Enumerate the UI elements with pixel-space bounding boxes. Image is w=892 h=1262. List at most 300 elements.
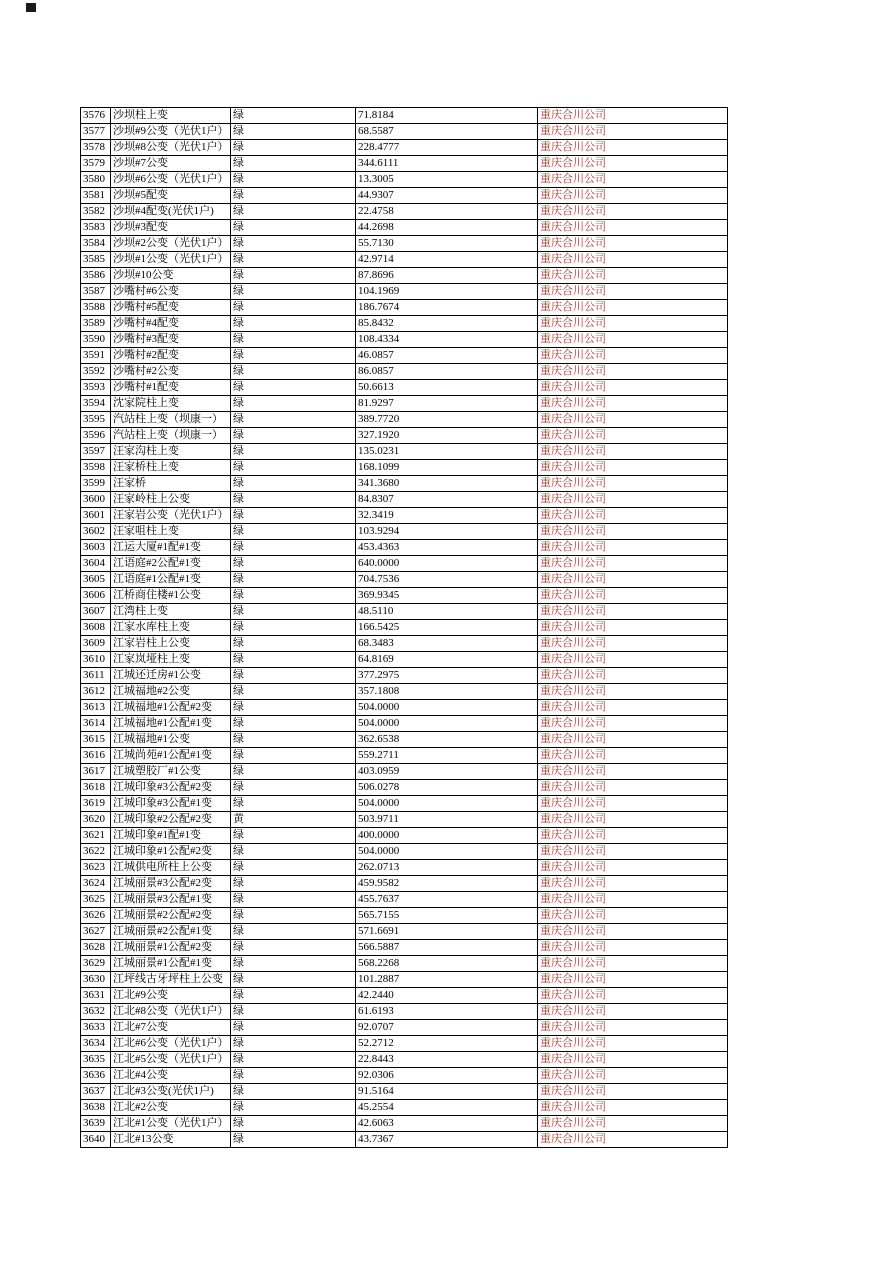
cell-value: 344.6111 [356, 156, 538, 172]
cell-company: 重庆合川公司 [538, 300, 728, 316]
cell-status: 绿 [231, 156, 356, 172]
cell-name: 江运大厦#1配#1变 [111, 540, 231, 556]
table-row [81, 1068, 728, 1084]
cell-status: 绿 [231, 316, 356, 332]
cell-name: 汽站柱上变（坝康一） [111, 412, 231, 428]
cell-value: 341.3680 [356, 476, 538, 492]
table-row [81, 988, 728, 1004]
cell-company: 重庆合川公司 [538, 460, 728, 476]
cell-company: 重庆合川公司 [538, 892, 728, 908]
cell-company: 重庆合川公司 [538, 284, 728, 300]
cell-id: 3607 [81, 604, 111, 620]
cell-value: 52.2712 [356, 1036, 538, 1052]
cell-id: 3631 [81, 988, 111, 1004]
cell-id: 3579 [81, 156, 111, 172]
table-row [81, 380, 728, 396]
cell-value: 64.8169 [356, 652, 538, 668]
cell-value: 504.0000 [356, 700, 538, 716]
cell-company: 重庆合川公司 [538, 476, 728, 492]
cell-name: 江湾柱上变 [111, 604, 231, 620]
table-row [81, 844, 728, 860]
cell-value: 455.7637 [356, 892, 538, 908]
cell-company: 重庆合川公司 [538, 796, 728, 812]
cell-company: 重庆合川公司 [538, 780, 728, 796]
cell-name: 江北#8公变（光伏1户） [111, 1004, 231, 1020]
cell-name: 汪家岩公变（光伏1户） [111, 508, 231, 524]
cell-id: 3623 [81, 860, 111, 876]
cell-id: 3617 [81, 764, 111, 780]
cell-name: 江城供电所柱上公变 [111, 860, 231, 876]
cell-company: 重庆合川公司 [538, 364, 728, 380]
cell-name: 沙嘴村#3配变 [111, 332, 231, 348]
table-row [81, 860, 728, 876]
cell-name: 沙坝#2公变（光伏1户） [111, 236, 231, 252]
table-row [81, 204, 728, 220]
cell-name: 江坪线古牙坪柱上公变 [111, 972, 231, 988]
cell-id: 3625 [81, 892, 111, 908]
cell-value: 101.2887 [356, 972, 538, 988]
cell-name: 沙嘴村#2公变 [111, 364, 231, 380]
cell-id: 3636 [81, 1068, 111, 1084]
cell-name: 江北#6公变（光伏1户） [111, 1036, 231, 1052]
cell-company: 重庆合川公司 [538, 1084, 728, 1100]
cell-id: 3604 [81, 556, 111, 572]
cell-value: 108.4334 [356, 332, 538, 348]
cell-company: 重庆合川公司 [538, 620, 728, 636]
cell-status: 绿 [231, 348, 356, 364]
table-row [81, 812, 728, 828]
cell-status: 绿 [231, 668, 356, 684]
cell-value: 43.7367 [356, 1132, 538, 1148]
cell-value: 565.7155 [356, 908, 538, 924]
table-row [81, 300, 728, 316]
data-table [80, 107, 728, 1148]
table-row [81, 412, 728, 428]
table-row [81, 684, 728, 700]
cell-company: 重庆合川公司 [538, 1004, 728, 1020]
cell-value: 32.3419 [356, 508, 538, 524]
cell-company: 重庆合川公司 [538, 988, 728, 1004]
cell-status: 绿 [231, 524, 356, 540]
cell-id: 3633 [81, 1020, 111, 1036]
cell-id: 3637 [81, 1084, 111, 1100]
cell-name: 江城尚苑#1公配#1变 [111, 748, 231, 764]
cell-company: 重庆合川公司 [538, 188, 728, 204]
cell-status: 绿 [231, 172, 356, 188]
cell-company: 重庆合川公司 [538, 140, 728, 156]
cell-company: 重庆合川公司 [538, 252, 728, 268]
table-row [81, 908, 728, 924]
cell-id: 3638 [81, 1100, 111, 1116]
cell-company: 重庆合川公司 [538, 604, 728, 620]
cell-value: 357.1808 [356, 684, 538, 700]
cell-id: 3585 [81, 252, 111, 268]
cell-name: 江北#4公变 [111, 1068, 231, 1084]
cell-company: 重庆合川公司 [538, 652, 728, 668]
cell-status: 绿 [231, 780, 356, 796]
cell-name: 江北#1公变（光伏1户） [111, 1116, 231, 1132]
cell-value: 42.9714 [356, 252, 538, 268]
cell-company: 重庆合川公司 [538, 508, 728, 524]
cell-id: 3584 [81, 236, 111, 252]
cell-value: 91.5164 [356, 1084, 538, 1100]
cell-status: 绿 [231, 268, 356, 284]
table-row [81, 652, 728, 668]
cell-value: 168.1099 [356, 460, 538, 476]
cell-value: 81.9297 [356, 396, 538, 412]
cell-name: 江语庭#2公配#1变 [111, 556, 231, 572]
cell-status: 绿 [231, 956, 356, 972]
table-row [81, 108, 728, 124]
cell-company: 重庆合川公司 [538, 732, 728, 748]
cell-value: 369.9345 [356, 588, 538, 604]
cell-id: 3576 [81, 108, 111, 124]
cell-status: 绿 [231, 220, 356, 236]
cell-company: 重庆合川公司 [538, 940, 728, 956]
cell-value: 559.2711 [356, 748, 538, 764]
cell-name: 江城福地#2公变 [111, 684, 231, 700]
cell-name: 汪家桥柱上变 [111, 460, 231, 476]
cell-id: 3588 [81, 300, 111, 316]
cell-id: 3583 [81, 220, 111, 236]
cell-status: 绿 [231, 1068, 356, 1084]
cell-status: 绿 [231, 652, 356, 668]
table-row [81, 220, 728, 236]
cell-company: 重庆合川公司 [538, 396, 728, 412]
cell-status: 绿 [231, 860, 356, 876]
cell-status: 绿 [231, 428, 356, 444]
cell-company: 重庆合川公司 [538, 812, 728, 828]
cell-name: 沙嘴村#2配变 [111, 348, 231, 364]
cell-status: 绿 [231, 460, 356, 476]
cell-id: 3581 [81, 188, 111, 204]
cell-name: 沙坝#5配变 [111, 188, 231, 204]
cell-name: 江城福地#1公配#1变 [111, 716, 231, 732]
cell-name: 江城印象#1配#1变 [111, 828, 231, 844]
cell-id: 3603 [81, 540, 111, 556]
cell-company: 重庆合川公司 [538, 108, 728, 124]
cell-name: 沙坝#10公变 [111, 268, 231, 284]
cell-value: 504.0000 [356, 716, 538, 732]
table-row [81, 732, 728, 748]
cell-name: 沙坝#4配变(光伏1户) [111, 204, 231, 220]
table-row [81, 572, 728, 588]
cell-id: 3612 [81, 684, 111, 700]
table-row [81, 1052, 728, 1068]
cell-company: 重庆合川公司 [538, 156, 728, 172]
table-row [81, 348, 728, 364]
cell-company: 重庆合川公司 [538, 716, 728, 732]
cell-id: 3582 [81, 204, 111, 220]
cell-value: 87.8696 [356, 268, 538, 284]
cell-name: 江北#7公变 [111, 1020, 231, 1036]
cell-value: 22.8443 [356, 1052, 538, 1068]
cell-company: 重庆合川公司 [538, 844, 728, 860]
cell-value: 68.3483 [356, 636, 538, 652]
cell-status: 绿 [231, 204, 356, 220]
table-row [81, 364, 728, 380]
cell-value: 44.2698 [356, 220, 538, 236]
cell-company: 重庆合川公司 [538, 700, 728, 716]
cell-value: 46.0857 [356, 348, 538, 364]
cell-status: 绿 [231, 236, 356, 252]
cell-name: 沙坝#6公变（光伏1户） [111, 172, 231, 188]
table-row [81, 140, 728, 156]
cell-id: 3596 [81, 428, 111, 444]
cell-name: 沙坝#8公变（光伏1户） [111, 140, 231, 156]
cell-value: 403.0959 [356, 764, 538, 780]
cell-status: 绿 [231, 1132, 356, 1148]
cell-name: 江北#3公变(光伏1户) [111, 1084, 231, 1100]
cell-value: 50.6613 [356, 380, 538, 396]
table-body [81, 108, 728, 1148]
cell-company: 重庆合川公司 [538, 876, 728, 892]
table-row [81, 460, 728, 476]
cell-id: 3624 [81, 876, 111, 892]
cell-name: 沙坝#9公变（光伏1户） [111, 124, 231, 140]
cell-name: 江城还迁房#1公变 [111, 668, 231, 684]
cell-name: 沙嘴村#5配变 [111, 300, 231, 316]
table-row [81, 556, 728, 572]
cell-status: 绿 [231, 1036, 356, 1052]
cell-id: 3620 [81, 812, 111, 828]
cell-id: 3619 [81, 796, 111, 812]
cell-value: 22.4758 [356, 204, 538, 220]
cell-value: 389.7720 [356, 412, 538, 428]
table-row [81, 956, 728, 972]
cell-name: 汪家岭柱上公变 [111, 492, 231, 508]
cell-status: 绿 [231, 188, 356, 204]
cell-value: 55.7130 [356, 236, 538, 252]
cell-status: 绿 [231, 1084, 356, 1100]
cell-value: 377.2975 [356, 668, 538, 684]
cell-value: 262.0713 [356, 860, 538, 876]
table-row [81, 604, 728, 620]
cell-status: 绿 [231, 716, 356, 732]
cell-name: 沈家院柱上变 [111, 396, 231, 412]
table-row [81, 716, 728, 732]
cell-status: 绿 [231, 924, 356, 940]
cell-company: 重庆合川公司 [538, 1100, 728, 1116]
cell-value: 568.2268 [356, 956, 538, 972]
cell-name: 江城丽景#2公配#1变 [111, 924, 231, 940]
cell-company: 重庆合川公司 [538, 204, 728, 220]
cell-name: 江城丽景#2公配#2变 [111, 908, 231, 924]
cell-status: 绿 [231, 748, 356, 764]
cell-company: 重庆合川公司 [538, 748, 728, 764]
cell-id: 3615 [81, 732, 111, 748]
cell-value: 103.9294 [356, 524, 538, 540]
cell-name: 江语庭#1公配#1变 [111, 572, 231, 588]
cell-id: 3618 [81, 780, 111, 796]
table-row [81, 1116, 728, 1132]
cell-value: 45.2554 [356, 1100, 538, 1116]
cell-id: 3593 [81, 380, 111, 396]
cell-id: 3590 [81, 332, 111, 348]
table-row [81, 124, 728, 140]
cell-id: 3592 [81, 364, 111, 380]
cell-company: 重庆合川公司 [538, 412, 728, 428]
cell-name: 沙坝#7公变 [111, 156, 231, 172]
cell-status: 绿 [231, 684, 356, 700]
cell-value: 44.9307 [356, 188, 538, 204]
cell-value: 84.8307 [356, 492, 538, 508]
table-row [81, 700, 728, 716]
table-row [81, 1100, 728, 1116]
cell-company: 重庆合川公司 [538, 172, 728, 188]
table-row [81, 236, 728, 252]
table-row [81, 636, 728, 652]
cell-value: 68.5587 [356, 124, 538, 140]
cell-status: 绿 [231, 364, 356, 380]
cell-name: 江城塑胶厂#1公变 [111, 764, 231, 780]
cell-status: 绿 [231, 556, 356, 572]
cell-value: 504.0000 [356, 796, 538, 812]
table-row [81, 748, 728, 764]
cell-id: 3594 [81, 396, 111, 412]
cell-id: 3611 [81, 668, 111, 684]
cell-company: 重庆合川公司 [538, 428, 728, 444]
cell-id: 3586 [81, 268, 111, 284]
table-row [81, 892, 728, 908]
cell-status: 绿 [231, 972, 356, 988]
cell-company: 重庆合川公司 [538, 540, 728, 556]
cell-id: 3613 [81, 700, 111, 716]
cell-name: 沙嘴村#4配变 [111, 316, 231, 332]
cell-id: 3580 [81, 172, 111, 188]
table-row [81, 764, 728, 780]
cell-company: 重庆合川公司 [538, 492, 728, 508]
cell-company: 重庆合川公司 [538, 524, 728, 540]
cell-value: 92.0707 [356, 1020, 538, 1036]
table-row [81, 444, 728, 460]
cell-status: 绿 [231, 396, 356, 412]
cell-value: 506.0278 [356, 780, 538, 796]
cell-company: 重庆合川公司 [538, 1020, 728, 1036]
cell-status: 绿 [231, 332, 356, 348]
cell-id: 3616 [81, 748, 111, 764]
cell-id: 3621 [81, 828, 111, 844]
cell-name: 江城印象#1公配#2变 [111, 844, 231, 860]
cell-value: 86.0857 [356, 364, 538, 380]
cell-status: 绿 [231, 636, 356, 652]
cell-company: 重庆合川公司 [538, 684, 728, 700]
cell-name: 江桥商住楼#1公变 [111, 588, 231, 604]
cell-value: 571.6691 [356, 924, 538, 940]
cell-status: 绿 [231, 508, 356, 524]
cell-id: 3608 [81, 620, 111, 636]
cell-status: 绿 [231, 252, 356, 268]
table-row [81, 668, 728, 684]
table-row [81, 428, 728, 444]
cell-id: 3634 [81, 1036, 111, 1052]
cell-company: 重庆合川公司 [538, 972, 728, 988]
cell-id: 3614 [81, 716, 111, 732]
cell-name: 汪家沟柱上变 [111, 444, 231, 460]
table-row [81, 252, 728, 268]
cell-company: 重庆合川公司 [538, 220, 728, 236]
table-row [81, 828, 728, 844]
cell-status: 绿 [231, 796, 356, 812]
cell-id: 3589 [81, 316, 111, 332]
cell-id: 3598 [81, 460, 111, 476]
cell-name: 江家岚垭柱上变 [111, 652, 231, 668]
cell-id: 3610 [81, 652, 111, 668]
table-row [81, 1132, 728, 1148]
cell-name: 沙嘴村#1配变 [111, 380, 231, 396]
cell-company: 重庆合川公司 [538, 348, 728, 364]
table-row [81, 972, 728, 988]
cell-value: 104.1969 [356, 284, 538, 300]
cell-id: 3577 [81, 124, 111, 140]
cell-id: 3629 [81, 956, 111, 972]
cell-value: 71.8184 [356, 108, 538, 124]
cell-value: 42.6063 [356, 1116, 538, 1132]
cell-company: 重庆合川公司 [538, 332, 728, 348]
table-row [81, 508, 728, 524]
cell-id: 3632 [81, 1004, 111, 1020]
cell-name: 江城丽景#1公配#1变 [111, 956, 231, 972]
cell-company: 重庆合川公司 [538, 860, 728, 876]
cell-status: 绿 [231, 988, 356, 1004]
cell-status: 绿 [231, 284, 356, 300]
cell-name: 江家岩柱上公变 [111, 636, 231, 652]
cell-value: 362.6538 [356, 732, 538, 748]
cell-status: 绿 [231, 1100, 356, 1116]
cell-value: 85.8432 [356, 316, 538, 332]
cell-value: 504.0000 [356, 844, 538, 860]
cell-value: 459.9582 [356, 876, 538, 892]
cell-status: 绿 [231, 108, 356, 124]
table-row [81, 1020, 728, 1036]
cell-name: 江北#13公变 [111, 1132, 231, 1148]
table-row [81, 1036, 728, 1052]
cell-company: 重庆合川公司 [538, 1052, 728, 1068]
table-row [81, 620, 728, 636]
cell-name: 汽站柱上变（坝康一） [111, 428, 231, 444]
cell-status: 绿 [231, 540, 356, 556]
cell-name: 江北#9公变 [111, 988, 231, 1004]
cell-company: 重庆合川公司 [538, 764, 728, 780]
cell-name: 沙坝柱上变 [111, 108, 231, 124]
cell-id: 3578 [81, 140, 111, 156]
cell-value: 186.7674 [356, 300, 538, 316]
cell-status: 绿 [231, 140, 356, 156]
table-row [81, 396, 728, 412]
cell-status: 绿 [231, 940, 356, 956]
cell-status: 绿 [231, 588, 356, 604]
cell-id: 3640 [81, 1132, 111, 1148]
cell-status: 绿 [231, 1052, 356, 1068]
cell-id: 3622 [81, 844, 111, 860]
cell-name: 江城印象#3公配#2变 [111, 780, 231, 796]
cell-value: 453.4363 [356, 540, 538, 556]
cell-value: 92.0306 [356, 1068, 538, 1084]
cell-value: 228.4777 [356, 140, 538, 156]
cell-status: 绿 [231, 412, 356, 428]
cell-company: 重庆合川公司 [538, 956, 728, 972]
cell-id: 3591 [81, 348, 111, 364]
cell-id: 3627 [81, 924, 111, 940]
cell-value: 61.6193 [356, 1004, 538, 1020]
cell-value: 566.5887 [356, 940, 538, 956]
cell-company: 重庆合川公司 [538, 316, 728, 332]
cell-company: 重庆合川公司 [538, 268, 728, 284]
cell-status: 绿 [231, 476, 356, 492]
table-row [81, 188, 728, 204]
cell-company: 重庆合川公司 [538, 380, 728, 396]
cell-name: 汪家桥 [111, 476, 231, 492]
